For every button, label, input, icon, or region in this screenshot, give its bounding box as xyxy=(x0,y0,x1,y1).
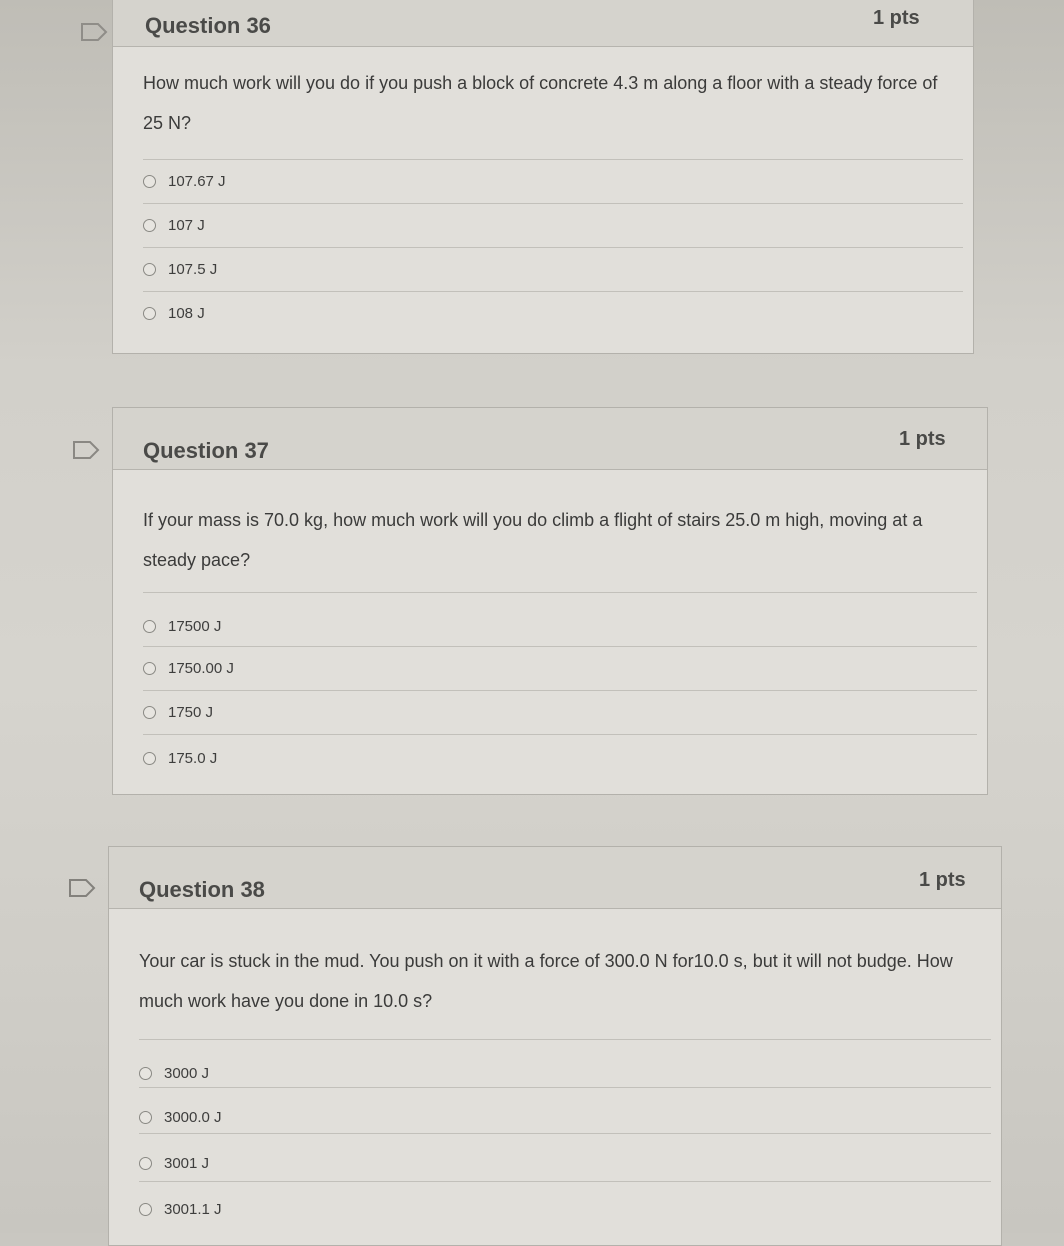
answer-label: 175.0 J xyxy=(168,749,218,767)
question-card-37 xyxy=(112,407,988,795)
divider xyxy=(143,247,963,248)
flag-icon[interactable] xyxy=(80,22,108,42)
radio-button[interactable] xyxy=(143,706,156,719)
divider xyxy=(139,1181,991,1182)
radio-button[interactable] xyxy=(143,175,156,188)
answer-label: 3000.0 J xyxy=(164,1108,222,1126)
radio-button[interactable] xyxy=(143,219,156,232)
question-points: 1 pts xyxy=(919,869,966,891)
question-header xyxy=(113,408,987,470)
answer-option[interactable] xyxy=(143,738,217,778)
answer-label: 3000 J xyxy=(164,1064,210,1082)
answer-option[interactable] xyxy=(139,1143,209,1183)
answer-option[interactable] xyxy=(143,249,217,289)
answer-option[interactable] xyxy=(143,161,226,201)
answer-label: 3001 J xyxy=(164,1154,210,1172)
radio-button[interactable] xyxy=(139,1067,152,1080)
flag-icon[interactable] xyxy=(68,878,96,898)
radio-button[interactable] xyxy=(143,662,156,675)
question-card-36 xyxy=(112,0,974,354)
divider xyxy=(143,291,963,292)
answer-label: 107.67 J xyxy=(168,172,226,190)
radio-button[interactable] xyxy=(139,1111,152,1124)
question-points: 1 pts xyxy=(899,428,946,450)
answer-label: 3001.1 J xyxy=(164,1200,222,1218)
answer-option[interactable] xyxy=(143,648,234,688)
divider xyxy=(143,203,963,204)
answer-option[interactable] xyxy=(143,692,213,732)
question-header xyxy=(109,847,1001,909)
divider xyxy=(143,734,977,735)
answer-label: 107.5 J xyxy=(168,260,218,278)
question-text: If your mass is 70.0 kg, how much work will you do climb a flight of stairs 25.0 m high, moving at a steady pace? xyxy=(143,510,923,570)
answer-label: 1750.00 J xyxy=(168,659,234,677)
radio-button[interactable] xyxy=(143,307,156,320)
divider xyxy=(143,159,963,160)
answer-option[interactable] xyxy=(143,205,205,245)
radio-button[interactable] xyxy=(139,1203,152,1216)
answer-option[interactable] xyxy=(139,1097,222,1137)
radio-button[interactable] xyxy=(143,752,156,765)
question-title: Question 36 xyxy=(145,13,271,38)
question-title: Question 37 xyxy=(143,438,269,463)
answer-label: 108 J xyxy=(168,304,205,322)
answer-label: 1750 J xyxy=(168,703,214,721)
question-points: 1 pts xyxy=(873,7,920,29)
radio-button[interactable] xyxy=(143,263,156,276)
answer-option[interactable] xyxy=(143,606,221,646)
divider xyxy=(139,1087,991,1088)
question-header xyxy=(113,0,973,47)
radio-button[interactable] xyxy=(139,1157,152,1170)
divider xyxy=(139,1133,991,1134)
answer-label: 17500 J xyxy=(168,617,222,635)
radio-button[interactable] xyxy=(143,620,156,633)
divider xyxy=(143,646,977,647)
answer-option[interactable] xyxy=(139,1189,222,1229)
answer-option[interactable] xyxy=(143,293,205,333)
divider xyxy=(143,690,977,691)
divider xyxy=(143,592,977,593)
divider xyxy=(139,1039,991,1040)
question-text: How much work will you do if you push a block of concrete 4.3 m along a floor with a steady force of 25 N? xyxy=(143,73,938,133)
question-title: Question 38 xyxy=(139,877,265,902)
answer-label: 107 J xyxy=(168,216,205,234)
flag-icon[interactable] xyxy=(72,440,100,460)
question-text: Your car is stuck in the mud. You push on it with a force of 300.0 N for10.0 s, but it will not budge. How much work have you done in 10.0 s? xyxy=(139,951,953,1011)
question-card-38 xyxy=(108,846,1002,1246)
